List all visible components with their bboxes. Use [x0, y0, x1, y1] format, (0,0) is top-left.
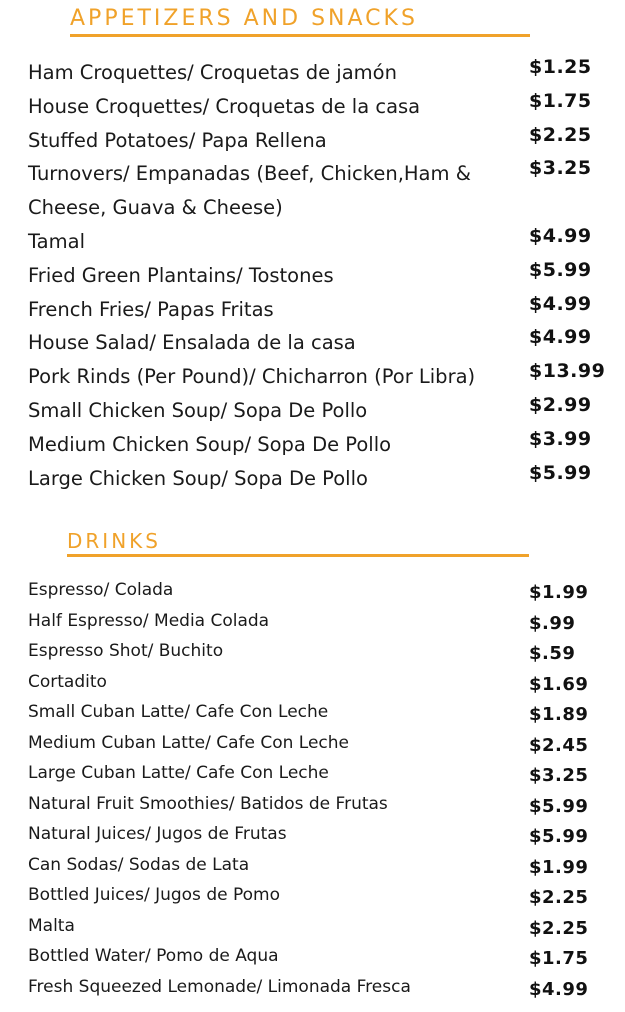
menu-item: [0, 729, 625, 760]
menu-item-name: Large Cuban Latte/ Cafe Con Leche: [28, 763, 329, 783]
menu-item-price: $1.25: [529, 56, 592, 78]
menu-item-price: $13.99: [529, 360, 606, 383]
menu-item-name: Small Chicken Soup/ Sopa De Pollo: [28, 398, 368, 422]
menu-item-name: Small Cuban Latte/ Cafe Con Leche: [28, 702, 329, 722]
drinks-list: [0, 576, 625, 1003]
menu-item-name: House Croquettes/ Croquetas de la casa: [28, 94, 421, 118]
menu-item-price: $4.99: [529, 326, 592, 349]
menu-item-name: Fresh Squeezed Lemonade/ Limonada Fresca: [28, 976, 411, 997]
menu-item-name: Can Sodas/ Sodas de Lata: [28, 854, 250, 875]
menu-item-name: Medium Cuban Latte/ Cafe Con Leche: [28, 732, 350, 753]
menu-item: [0, 225, 625, 259]
menu-item-name: Natural Juices/ Jugos de Frutas: [28, 824, 287, 844]
menu-item-price: $2.45: [529, 734, 589, 756]
menu-item: [0, 820, 625, 851]
menu-item-price: $3.99: [529, 427, 592, 450]
menu-item: [0, 912, 625, 943]
menu-item: [0, 124, 625, 158]
menu-item-name: Espresso Shot/ Buchito: [28, 641, 224, 661]
menu-item: [0, 851, 625, 882]
menu-item-name: Ham Croquettes/ Croquetas de jamón: [28, 61, 397, 84]
menu-item-price: $2.25: [529, 887, 589, 908]
drinks-section-title: DRINKS: [67, 529, 161, 553]
menu-item-name: Medium Chicken Soup/ Sopa De Pollo: [28, 432, 392, 456]
appetizers-section-title: APPETIZERS AND SNACKS: [70, 6, 418, 31]
menu-item-name: Natural Fruit Smoothies/ Batidos de Frutas: [28, 793, 388, 814]
menu-item-name: Stuffed Potatoes/ Papa Rellena: [28, 128, 327, 152]
menu-item-name: Turnovers/ Empanadas (Beef, Chicken,Ham & Cheese, Guava & Cheese): [28, 162, 471, 220]
menu-item: [0, 668, 625, 699]
menu-item-price: $2.99: [529, 393, 592, 416]
menu-item: [0, 973, 625, 1004]
menu-item-price: $5.99: [529, 795, 589, 817]
menu-item-price: $4.99: [529, 224, 592, 247]
appetizers-list: [0, 56, 625, 495]
menu-item-price: $5.99: [529, 826, 589, 847]
menu-item-price: $2.25: [529, 123, 592, 146]
menu-item: [0, 394, 625, 428]
menu-item-name: Bottled Juices/ Jugos de Pomo: [28, 885, 280, 905]
menu-item-name: Pork Rinds (Per Pound)/ Chicharron (Por Libra): [28, 365, 476, 389]
menu-item: [0, 360, 625, 394]
menu-item: [0, 259, 625, 293]
menu-item: [0, 759, 625, 790]
menu-item-price: $5.99: [529, 461, 592, 484]
menu-item-price: $1.99: [529, 582, 589, 603]
menu-item-name: Large Chicken Soup/ Sopa De Pollo: [28, 466, 368, 490]
menu-item-price: $1.75: [529, 948, 589, 969]
menu-item-name: French Fries/ Papas Fritas: [28, 297, 274, 321]
menu-item-price: $1.99: [529, 856, 589, 878]
menu-item: [0, 90, 625, 124]
drinks-divider: [67, 554, 529, 557]
appetizers-divider: [70, 34, 530, 37]
menu-item: [0, 326, 625, 360]
menu-item: [0, 157, 625, 225]
menu-item-price: $3.25: [529, 765, 589, 786]
menu-item-name: Bottled Water/ Pomo de Aqua: [28, 946, 279, 966]
menu-item-name: Tamal: [28, 229, 85, 253]
menu-item-price: $1.69: [529, 673, 589, 695]
menu-item: [0, 607, 625, 638]
menu-item: [0, 576, 625, 607]
menu-item-name: Espresso/ Colada: [28, 580, 174, 600]
menu-item-price: $1.89: [529, 704, 589, 725]
menu-item: [0, 881, 625, 912]
menu-item-name: Cortadito: [28, 671, 107, 692]
menu-item: [0, 637, 625, 668]
menu-item: [0, 698, 625, 729]
menu-item-price: $4.99: [529, 978, 589, 1000]
menu-item-price: $5.99: [529, 258, 592, 281]
menu-item: [0, 462, 625, 496]
menu-item-price: $1.75: [529, 89, 592, 112]
menu-item: [0, 428, 625, 462]
menu-item: [0, 293, 625, 327]
menu-item-name: House Salad/ Ensalada de la casa: [28, 331, 356, 355]
menu-item-price: $2.25: [529, 917, 589, 939]
menu-item-price: $4.99: [529, 292, 592, 315]
menu-item-price: $.99: [529, 612, 576, 634]
menu-item-name: Fried Green Plantains/ Tostones: [28, 263, 334, 287]
menu-item-price: $.59: [529, 643, 576, 664]
menu-item-name: Malta: [28, 915, 75, 936]
menu-item: [0, 942, 625, 973]
menu-item-name: Half Espresso/ Media Colada: [28, 610, 270, 631]
menu-item: [0, 56, 625, 90]
menu-item: [0, 790, 625, 821]
menu-item-price: $3.25: [529, 157, 592, 180]
